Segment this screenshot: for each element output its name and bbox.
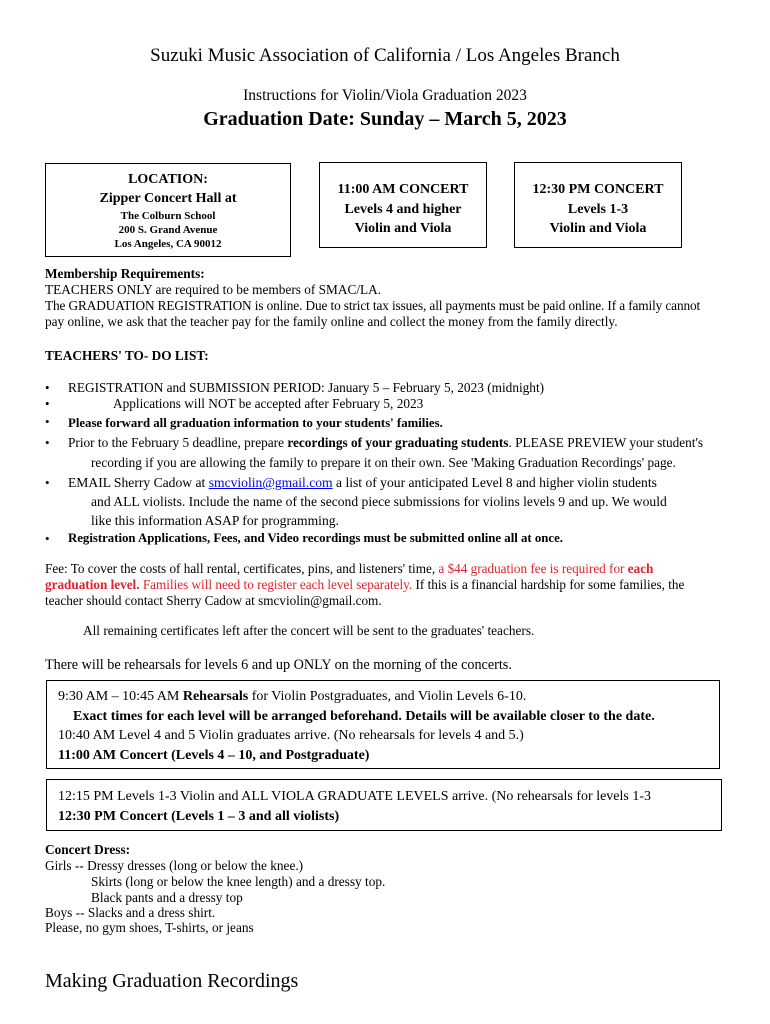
email-link[interactable]: smcviolin@gmail.com <box>208 475 333 490</box>
todo-item-registration-period: REGISTRATION and SUBMISSION PERIOD: January 5 – February 5, 2023 (midnight) <box>68 380 545 395</box>
todo-item-deadline: Applications will NOT be accepted after February 5, 2023 <box>113 396 424 411</box>
bullet-icon: • <box>45 396 50 411</box>
bullet-icon: • <box>45 435 50 450</box>
todo-item-submit-online: Registration Applications, Fees, and Video recordings must be submitted online all at once. <box>68 531 563 545</box>
todo-item-email-cont-1: and ALL violists. Include the name of the second piece submissions for violins levels 9 and up. We would <box>91 494 667 509</box>
level-4-5-arrival: 10:40 AM Level 4 and 5 Violin graduates arrive. (No rehearsals for levels 4 and 5.) <box>58 728 524 743</box>
location-title: LOCATION: <box>128 172 208 187</box>
location-city: Los Angeles, CA 90012 <box>114 238 222 250</box>
dress-girls-1: Girls -- Dressy dresses (long or below the knee.) <box>45 858 304 873</box>
level-1-3-arrival: 12:15 PM Levels 1-3 Violin and ALL VIOLA GRADUATE LEVELS arrive. (No rehearsals for levels 1-3 <box>58 789 652 804</box>
concert-1100-levels: Levels 4 and higher <box>344 201 462 217</box>
todo-item-recordings: Prior to the February 5 deadline, prepare recordings of your graduating students. PLEASE PREVIEW your student's <box>68 435 704 450</box>
concert-1230-instruments: Violin and Viola <box>549 221 647 236</box>
location-street: 200 S. Grand Avenue <box>118 224 218 236</box>
rehearsal-note: There will be rehearsals for levels 6 and up ONLY on the morning of the concerts. <box>45 657 512 673</box>
dress-girls-2: Skirts (long or below the knee length) and a dressy top. <box>91 874 386 889</box>
dress-note: Please, no gym shoes, T-shirts, or jeans <box>45 920 254 935</box>
graduation-date <box>0 108 770 131</box>
concert-1230-time: 12:30 PM CONCERT <box>532 182 664 197</box>
date-value: Sunday – March 5, 2023 <box>359 108 567 130</box>
bullet-icon: • <box>45 531 50 546</box>
todo-heading: TEACHERS' TO- DO LIST: <box>45 348 209 363</box>
fee-line-1: Fee: To cover the costs of hall rental, certificates, pins, and listeners' time, a $44 graduation fee is required for each <box>45 561 654 576</box>
membership-line-2: The GRADUATION REGISTRATION is online. Due to strict tax issues, all payments must be paid online. If a family cannot <box>45 298 701 313</box>
membership-line-3: pay online, we ask that the teacher pay for the family online and collect the money from the family directly. <box>45 314 618 329</box>
todo-item-email: EMAIL Sherry Cadow at smcviolin@gmail.com a list of your anticipated Level 8 and higher violin students <box>68 475 657 490</box>
bullet-icon: • <box>45 475 50 490</box>
fee-line-2: graduation level. Families will need to register each level separately. If this is a financial hardship for some families, the <box>45 577 685 592</box>
todo-item-recordings-cont: recording if you are allowing the family to prepare it on their own. See 'Making Graduation Recordings' page. <box>91 455 676 470</box>
membership-line-1: TEACHERS ONLY are required to be members of SMAC/LA. <box>45 282 382 297</box>
fee-line-3: teacher should contact Sherry Cadow at smcviolin@gmail.com. <box>45 593 382 608</box>
dress-boys: Boys -- Slacks and a dress shirt. <box>45 905 216 920</box>
concert-1100-summary: 11:00 AM Concert (Levels 4 – 10, and Postgraduate) <box>58 747 370 763</box>
date-label: Graduation Date: <box>203 108 355 130</box>
concert-1230-levels: Levels 1-3 <box>567 201 629 217</box>
location-hall: Zipper Concert Hall at <box>99 191 237 206</box>
bullet-icon: • <box>45 414 50 429</box>
location-school: The Colburn School <box>120 210 216 222</box>
afternoon-schedule-box <box>46 779 722 831</box>
todo-item-forward-info: Please forward all graduation information to your students' families. <box>68 416 443 430</box>
dress-heading: Concert Dress: <box>45 842 131 857</box>
rehearsal-note-exact-times: Exact times for each level will be arranged beforehand. Details will be available closer to the date. <box>73 708 655 724</box>
concert-1100-box <box>319 162 487 248</box>
morning-schedule-box <box>46 680 720 769</box>
todo-item-email-cont-2: like this information ASAP for programming. <box>91 513 339 528</box>
location-box <box>45 163 291 257</box>
bullet-icon: • <box>45 380 50 395</box>
concert-1230-summary: 12:30 PM Concert (Levels 1 – 3 and all violists) <box>58 809 340 824</box>
page-subtitle: Instructions for Violin/Viola Graduation 2023 <box>243 87 527 104</box>
rehearsal-time: 9:30 AM – 10:45 AM Rehearsals for Violin Postgraduates, and Violin Levels 6-10. <box>58 689 527 704</box>
concert-1100-time: 11:00 AM CONCERT <box>337 182 469 197</box>
membership-heading: Membership Requirements: <box>45 266 205 281</box>
org-title: Suzuki Music Association of California / Los Angeles Branch <box>150 45 620 66</box>
dress-girls-3: Black pants and a dressy top <box>91 890 243 905</box>
certificates-note: All remaining certificates left after the concert will be sent to the graduates' teachers. <box>83 623 535 638</box>
recordings-heading: Making Graduation Recordings <box>45 970 299 992</box>
concert-1100-instruments: Violin and Viola <box>354 221 452 236</box>
concert-1230-box <box>514 162 682 248</box>
